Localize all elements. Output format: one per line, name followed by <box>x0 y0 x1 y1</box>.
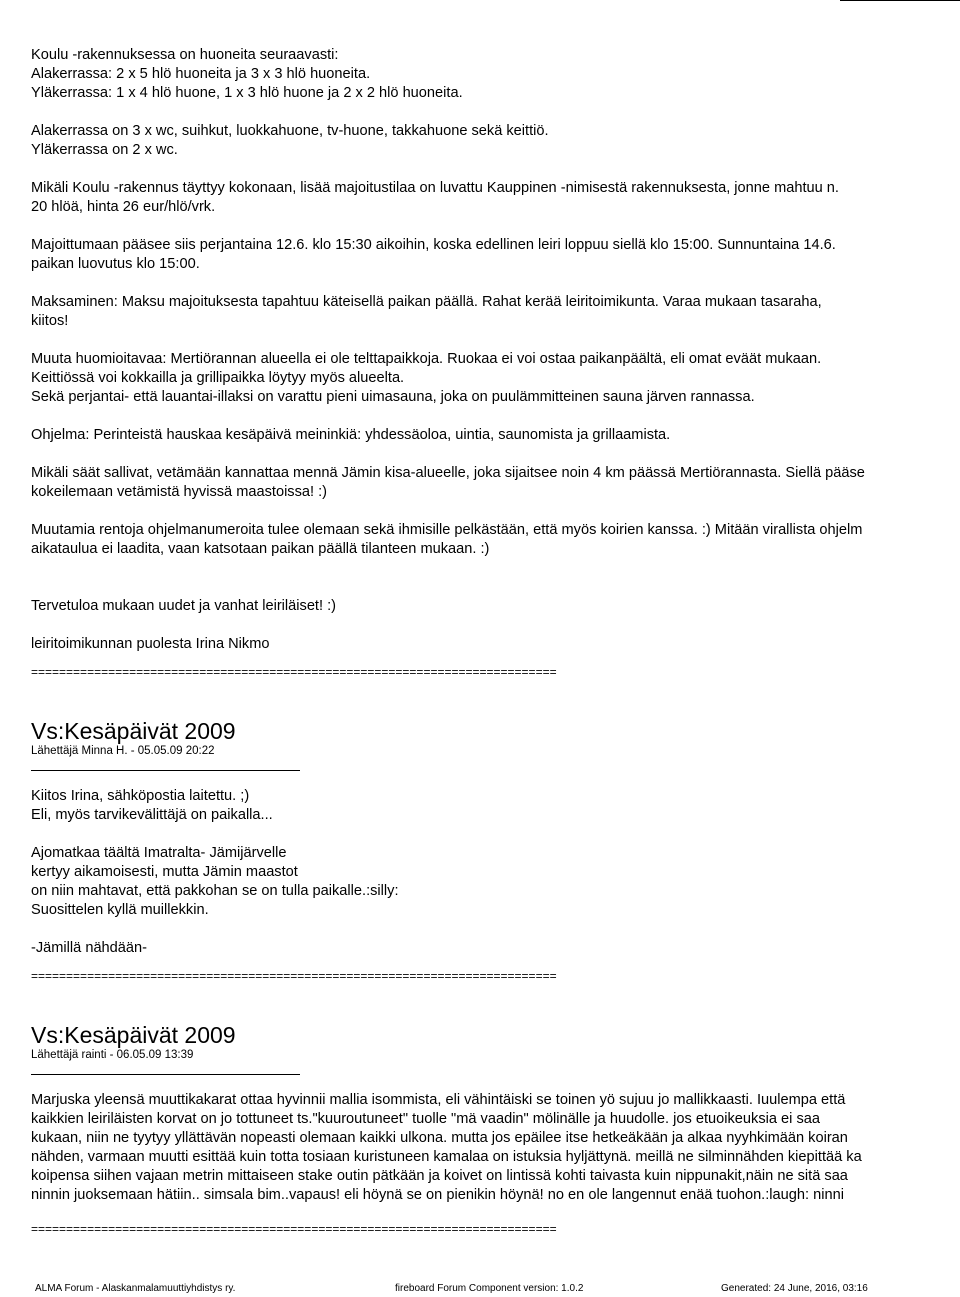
text-line: kukaan, niin ne tyytyy yllättävän nopeasti olemaan kaikki ulkona. mutta jos epäilee itse hetkeäkään ja alkaa nyyhkimään koiran <box>31 1130 848 1146</box>
text-line: on niin mahtavat, että pakkohan se on tulla paikalle.:silly: <box>31 883 399 899</box>
text-line: kertyy aikamoisesti, mutta Jämin maastot <box>31 864 298 880</box>
text-line: Muuta huomioitavaa: Mertiörannan alueella ei ole telttapaikkoja. Ruokaa ei voi ostaa paikanpäältä, eli omat eväät mukaan. <box>31 351 822 367</box>
separator-line: =========================================================================== <box>31 969 557 983</box>
post-title: Vs:Kesäpäivät 2009 <box>31 1022 236 1048</box>
text-line: Mikäli Koulu -rakennus täyttyy kokonaan, lisää majoitustilaa on luvattu Kauppinen -nimisestä rakennuksesta, jonne mahtuu n. <box>31 180 839 196</box>
text-line: Muutamia rentoja ohjelmanumeroita tulee olemaan sekä ihmisille pelkästään, että myös koirien kanssa. :) Mitään virallista ohjelm <box>31 522 863 538</box>
text-line: paikan luovutus klo 15:00. <box>31 256 200 272</box>
text-line: Ajomatkaa täältä Imatralta- Jämijärvelle <box>31 845 287 861</box>
separator-line: =========================================================================== <box>31 1222 557 1236</box>
signature: leiritoimikunnan puolesta Irina Nikmo <box>31 636 270 652</box>
text-line: kokeilemaan vetämistä hyvissä maastoissa! :) <box>31 484 328 500</box>
text-line: koipensa siihen vajaan metrin mittaiseen stake outin pätkään ja koivet on lintissä kohti taivasta kuin nippunakit,näin ne sitä saa <box>31 1168 848 1184</box>
text-line: aikataulua ei laadita, vaan katsotaan paikan päällä tilanteen mukaan. :) <box>31 541 490 557</box>
text-line: Suosittelen kyllä muillekkin. <box>31 902 209 918</box>
text-line: Eli, myös tarvikevälittäjä on paikalla... <box>31 807 273 823</box>
footer-center: fireboard Forum Component version: 1.0.2 <box>395 1283 584 1294</box>
top-rule <box>840 0 960 1</box>
post-title: Vs:Kesäpäivät 2009 <box>31 718 236 744</box>
text-line: Keittiössä voi kokkailla ja grillipaikka löytyy myös alueelta. <box>31 370 405 386</box>
text-line: Majoittumaan pääsee siis perjantaina 12.6. klo 15:30 aikoihin, koska edellinen leiri loppuu siellä klo 15:00. Sunnuntaina 14.6. <box>31 237 836 253</box>
text-line: Marjuska yleensä muuttikakarat ottaa hyvinnii mallia isommista, eli vähintäiski se toinen yö sujuu jo mallikkaasti. Iuulempa että <box>31 1092 846 1108</box>
post-meta: Lähettäjä Minna H. - 05.05.09 20:22 <box>31 745 215 757</box>
text-line: Maksaminen: Maksu majoituksesta tapahtuu käteisellä paikan päällä. Rahat kerää leiritoimikunta. Varaa mukaan tasaraha, <box>31 294 822 310</box>
text-line: Sekä perjantai- että lauantai-illaksi on varattu pieni uimasauna, joka on puulämmitteinen sauna järven rannassa. <box>31 389 755 405</box>
text-line: kaikkien leiriläisten korvat on jo tottuneet ts."kuuroutuneet" tuolle "mä vaadin" mölinälle ja huudolle. jos etuoikeuksia ei saa <box>31 1111 820 1127</box>
text-line: nähden, varmaan muutti esittää kuin totta tosiaan kuristuneen kamalaa on istuksia hyljättynä. meillä ne silminnähden kiepittää ka <box>31 1149 862 1165</box>
footer-right: Generated: 24 June, 2016, 03:16 <box>721 1283 868 1294</box>
text-line: Alakerrassa: 2 x 5 hlö huoneita ja 3 x 3 hlö huoneita. <box>31 66 371 82</box>
text-line: Yläkerrassa: 1 x 4 hlö huone, 1 x 3 hlö huone ja 2 x 2 hlö huoneita. <box>31 85 463 101</box>
text-line: 20 hlöä, hinta 26 eur/hlö/vrk. <box>31 199 216 215</box>
post-divider <box>31 770 300 771</box>
text-line: Mikäli säät sallivat, vetämään kannattaa mennä Jämin kisa-alueelle, joka sijaitsee noin 4 km päässä Mertiörannasta. Siellä pääse <box>31 465 865 481</box>
separator-line: =========================================================================== <box>31 665 557 679</box>
text-line: kiitos! <box>31 313 69 329</box>
text-line: Koulu -rakennuksessa on huoneita seuraavasti: <box>31 47 339 63</box>
text-line: Yläkerrassa on 2 x wc. <box>31 142 178 158</box>
welcome-line: Tervetuloa mukaan uudet ja vanhat leiriläiset! :) <box>31 598 337 614</box>
post-meta: Lähettäjä rainti - 06.05.09 13:39 <box>31 1049 194 1061</box>
footer-left: ALMA Forum - Alaskanmalamuuttiyhdistys ry. <box>35 1283 236 1294</box>
text-line: Alakerrassa on 3 x wc, suihkut, luokkahuone, tv-huone, takkahuone sekä keittiö. <box>31 123 549 139</box>
text-line: ninnin juoksemaan hätiin.. simsala bim..vapaus! eli höynä se on pienikin höynä! no en ole langennut enää tuohon.:laugh: ninni <box>31 1187 844 1203</box>
text-line: Kiitos Irina, sähköpostia laitettu. ;) <box>31 788 250 804</box>
text-line: -Jämillä nähdään- <box>31 940 148 956</box>
forum-content <box>31 46 960 1237</box>
post-divider <box>31 1074 300 1075</box>
text-line: Ohjelma: Perinteistä hauskaa kesäpäivä meininkiä: yhdessäoloa, uintia, saunomista ja grillaamista. <box>31 427 671 443</box>
